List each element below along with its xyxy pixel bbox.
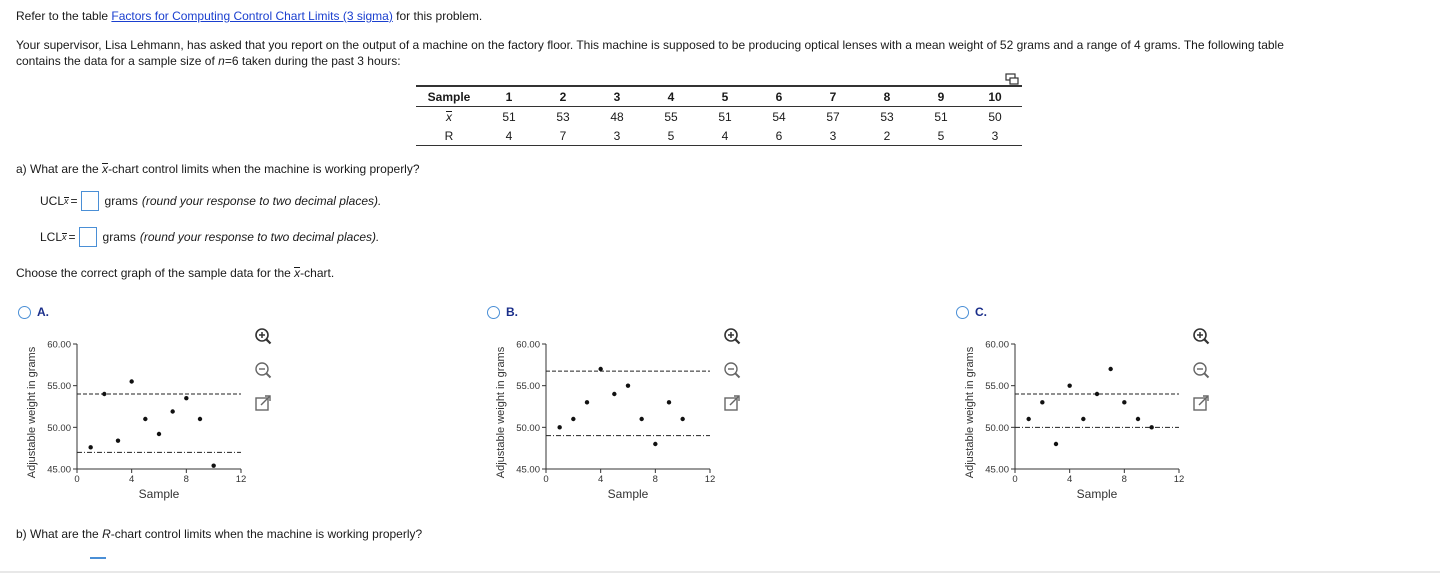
x-axis-label: Sample: [1076, 487, 1118, 501]
table-cell: 2: [883, 128, 891, 143]
y-tick-label: 55.00: [516, 381, 540, 393]
data-point: [1095, 392, 1099, 396]
table-cell: 6: [775, 128, 783, 143]
choose-prefix: Choose the correct graph of the sample data for the: [16, 266, 291, 280]
option-a-label: A.: [37, 305, 49, 319]
table-cell: 5: [667, 128, 675, 143]
y-tick-label: 50.00: [516, 422, 540, 434]
y-tick-label: 60.00: [516, 339, 540, 351]
option-b-label: B.: [506, 305, 518, 319]
x-tick-label: 4: [129, 474, 135, 485]
y-axis-label: Adjustable weight in grams: [26, 346, 38, 479]
problem-line-2-prefix: contains the data for a sample size of: [16, 54, 215, 68]
option-a-radio[interactable]: [18, 306, 31, 319]
data-point: [1081, 417, 1085, 421]
y-axis-label: Adjustable weight in grams: [964, 346, 976, 479]
lcl-equals: =: [68, 230, 76, 244]
part-b-question: [16, 527, 422, 541]
table-header-cell: 1: [505, 89, 513, 104]
ucl-equals: =: [70, 194, 78, 208]
x-tick-label: 12: [235, 474, 247, 485]
y-tick-label: 60.00: [985, 339, 1009, 351]
table-row-label: R: [444, 128, 454, 143]
xbar-symbol: x: [102, 162, 109, 176]
table-header-row: [416, 86, 1022, 107]
data-point: [680, 417, 684, 421]
data-point: [88, 445, 92, 449]
table-row-r: [416, 126, 1022, 146]
ucl-answer-input[interactable]: [81, 191, 99, 211]
data-point: [667, 400, 671, 404]
data-point: [116, 438, 120, 442]
data-point: [143, 417, 147, 421]
sample-size-variable: n: [218, 54, 225, 68]
table-header-cell: 10: [988, 89, 1002, 104]
data-point: [184, 396, 188, 400]
table-cell: 3: [991, 128, 999, 143]
option-b[interactable]: [487, 305, 518, 319]
option-a[interactable]: [18, 305, 49, 319]
y-tick-label: 55.00: [47, 381, 71, 393]
expand-icon[interactable]: [254, 394, 272, 412]
sample-data-table: [416, 85, 1022, 146]
table-cell: 51: [934, 109, 948, 124]
part-b-suffix: -chart control limits when the machine is working properly?: [110, 527, 423, 541]
problem-line-1: Your supervisor, Lisa Lehmann, has asked that you report on the output of a machine on the factory floor. This machine is supposed to be producing optical lenses with a mean weight of 52 grams and a range of 4 grams. The following table: [16, 38, 1284, 52]
zoom-in-icon[interactable]: [254, 327, 272, 345]
x-tick-label: 0: [74, 474, 80, 485]
data-point: [198, 417, 202, 421]
zoom-out-icon[interactable]: [1192, 361, 1210, 379]
sample-size-value: 6: [231, 54, 239, 68]
intro-prefix: Refer to the table: [16, 9, 109, 23]
data-point: [653, 442, 657, 446]
y-tick-label: 50.00: [47, 422, 71, 434]
table-header-cell: 5: [721, 89, 729, 104]
data-point: [626, 383, 630, 387]
y-tick-label: 45.00: [47, 464, 71, 476]
intro-suffix: for this problem.: [396, 9, 483, 23]
table-header-cell: 9: [937, 89, 945, 104]
table-cell: 55: [664, 109, 678, 124]
table-header-cell: 7: [829, 89, 837, 104]
data-point: [557, 425, 561, 429]
lcl-unit: grams: [102, 230, 136, 244]
x-tick-label: 0: [543, 474, 549, 485]
table-cell: 51: [718, 109, 732, 124]
part-b-input-hint: [90, 557, 106, 559]
data-point: [598, 367, 602, 371]
part-a-suffix: -chart control limits when the machine is working properly?: [108, 162, 420, 176]
factors-table-link[interactable]: Factors for Computing Control Chart Limits (3 sigma): [111, 9, 393, 23]
x-tick-label: 12: [1173, 474, 1185, 485]
table-cell: 57: [826, 109, 840, 124]
data-point: [1149, 425, 1153, 429]
xbar-symbol: x: [446, 109, 452, 124]
zoom-in-icon[interactable]: [723, 327, 741, 345]
x-tick-label: 0: [1012, 474, 1018, 485]
intro-line: [16, 9, 482, 23]
chart-option-c: [964, 334, 1194, 506]
problem-line-2-suffix: taken during the past 3 hours:: [241, 54, 401, 68]
table-header-label: Sample: [427, 89, 471, 104]
copy-table-icon[interactable]: [1005, 73, 1019, 85]
data-point: [612, 392, 616, 396]
r-variable: R: [102, 527, 111, 541]
table-cell: 53: [880, 109, 894, 124]
lcl-row: [40, 226, 379, 248]
table-header-cell: 3: [613, 89, 621, 104]
data-point: [211, 463, 215, 467]
data-point: [1067, 383, 1071, 387]
xbar-symbol: x: [294, 266, 301, 280]
data-point: [585, 400, 589, 404]
y-tick-label: 60.00: [47, 339, 71, 351]
table-row-xbar: [416, 107, 1022, 127]
x-axis-label: Sample: [607, 487, 649, 501]
option-b-radio[interactable]: [487, 306, 500, 319]
choose-suffix: -chart.: [300, 266, 335, 280]
table-row-label: [416, 107, 482, 127]
data-point: [102, 392, 106, 396]
problem-eq: =: [224, 54, 232, 68]
option-c-radio[interactable]: [956, 306, 969, 319]
table-header-cell: 4: [667, 89, 675, 104]
choose-graph-prompt: [16, 266, 334, 280]
data-point: [571, 417, 575, 421]
x-tick-label: 8: [652, 474, 658, 485]
table-cell: 48: [610, 109, 624, 124]
ucl-row: [40, 190, 381, 212]
x-tick-label: 12: [704, 474, 716, 485]
x-tick-label: 8: [183, 474, 189, 485]
problem-line-2: [16, 54, 401, 68]
table-cell: 3: [613, 128, 621, 143]
y-tick-label: 50.00: [985, 422, 1009, 434]
lcl-subscript: x: [62, 232, 67, 242]
x-axis-label: Sample: [138, 487, 180, 501]
lcl-hint: (round your response to two decimal places).: [139, 230, 380, 244]
data-point: [129, 379, 133, 383]
x-tick-label: 4: [1067, 474, 1073, 485]
ucl-hint: (round your response to two decimal places).: [141, 194, 382, 208]
chart-option-a: [26, 334, 256, 506]
table-cell: 3: [829, 128, 837, 143]
zoom-buttons-c: [1192, 327, 1210, 412]
table-header-cell: 8: [883, 89, 891, 104]
data-point: [1136, 417, 1140, 421]
table-cell: 4: [721, 128, 729, 143]
page-bottom-divider: [0, 571, 1440, 573]
part-a-prefix: a) What are the: [16, 162, 99, 176]
ucl-label: UCL: [40, 194, 65, 208]
part-b-prefix: b) What are the: [16, 527, 99, 541]
lcl-answer-input[interactable]: [79, 227, 97, 247]
table-cell: 54: [772, 109, 786, 124]
table-cell: 5: [937, 128, 945, 143]
zoom-in-icon[interactable]: [1192, 327, 1210, 345]
x-tick-label: 8: [1121, 474, 1127, 485]
data-point: [1026, 417, 1030, 421]
y-tick-label: 45.00: [985, 464, 1009, 476]
y-tick-label: 55.00: [985, 381, 1009, 393]
zoom-out-icon[interactable]: [723, 361, 741, 379]
y-axis-label: Adjustable weight in grams: [495, 346, 507, 479]
table-cell: 53: [556, 109, 570, 124]
data-point: [639, 417, 643, 421]
data-point: [1040, 400, 1044, 404]
data-point: [1108, 367, 1112, 371]
data-point: [1122, 400, 1126, 404]
table-header-cell: 2: [559, 89, 567, 104]
chart-option-b: [495, 334, 725, 506]
zoom-buttons-a: [254, 327, 272, 412]
expand-icon[interactable]: [1192, 394, 1210, 412]
option-c-label: C.: [975, 305, 987, 319]
expand-icon[interactable]: [723, 394, 741, 412]
x-tick-label: 4: [598, 474, 604, 485]
y-tick-label: 45.00: [516, 464, 540, 476]
data-point: [1054, 442, 1058, 446]
data-point: [157, 432, 161, 436]
table-cell: 4: [505, 128, 513, 143]
ucl-unit: grams: [104, 194, 138, 208]
data-point: [170, 409, 174, 413]
zoom-out-icon[interactable]: [254, 361, 272, 379]
option-c[interactable]: [956, 305, 987, 319]
table-cell: 51: [502, 109, 516, 124]
table-cell: 7: [559, 128, 567, 143]
table-cell: 50: [988, 109, 1002, 124]
part-a-question: [16, 162, 420, 176]
lcl-label: LCL: [40, 230, 63, 244]
zoom-buttons-b: [723, 327, 741, 412]
ucl-subscript: x: [64, 196, 69, 206]
table-header-cell: 6: [775, 89, 783, 104]
